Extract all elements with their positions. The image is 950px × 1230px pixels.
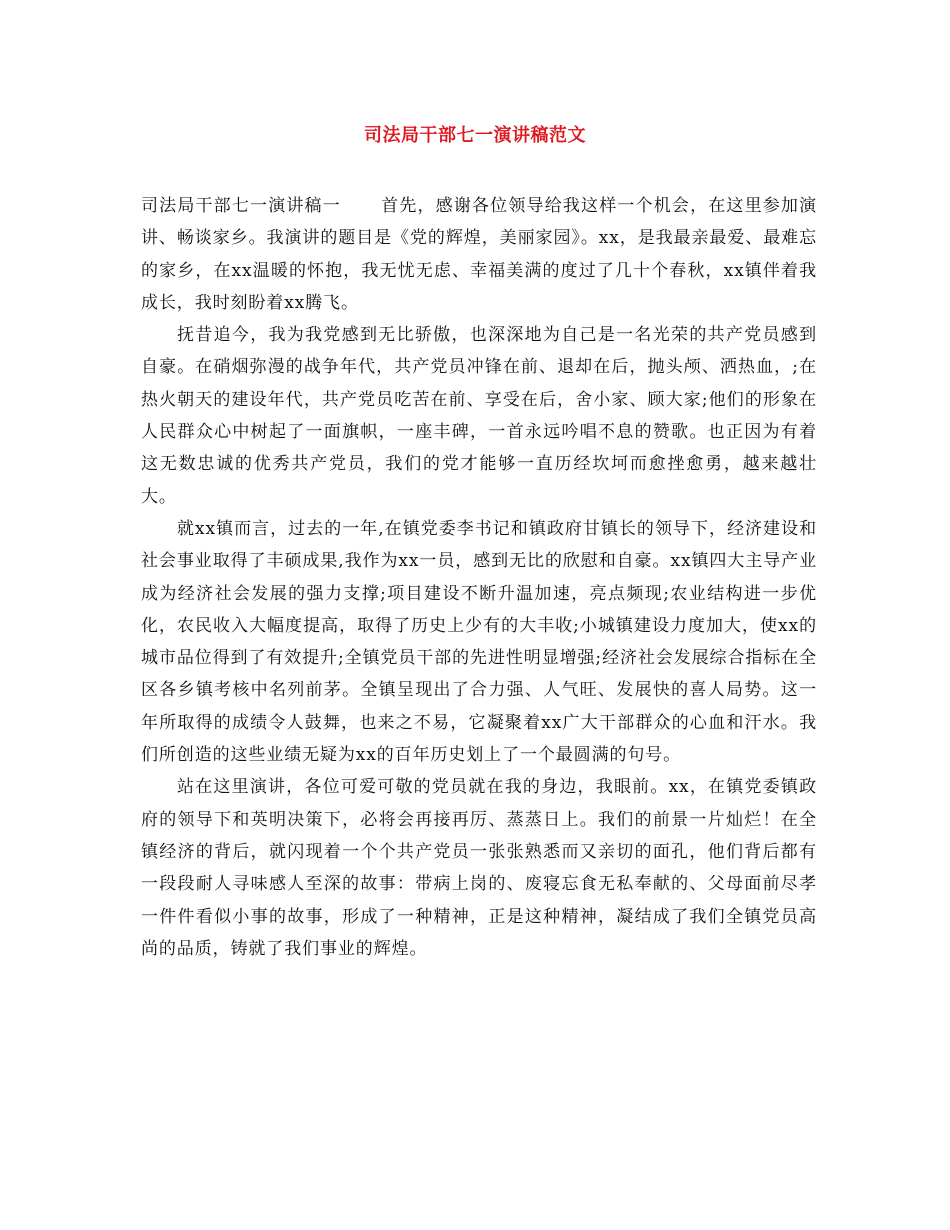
document-body <box>141 190 817 965</box>
paragraph-4: 站在这里演讲，各位可爱可敬的党员就在我的身边，我眼前。xx，在镇党委镇政府的领导下和英明决策下，必将会再接再厉、蒸蒸日上。我们的前景一片灿烂！在全镇经济的背后，就闪现着一个个共产党员一张张熟悉而又亲切的面孔，他们背后都有一段段耐人寻味感人至深的故事：带病上岗的、废寝忘食无私奉献的、父母面前尽孝一件件看似小事的故事，形成了一种精神，正是这种精神，凝结成了我们全镇党员高尚的品质，铸就了我们事业的辉煌。 <box>141 777 817 959</box>
paragraph-2: 抚昔追今，我为我党感到无比骄傲，也深深地为自己是一名光荣的共产党员感到自豪。在硝烟弥漫的战争年代，共产党员冲锋在前、退却在后，抛头颅、洒热血，;在热火朝天的建设年代，共产党员吃苦在前、享受在后，舍小家、顾大家;他们的形象在人民群众心中树起了一面旗帜，一座丰碑，一首永远吟唱不息的赞歌。也正因为有着这无数忠诚的优秀共产党员，我们的党才能够一直历经坎坷而愈挫愈勇，越来越壮大。 <box>141 325 817 507</box>
paragraph-1-text: 首先，感谢各位领导给我这样一个机会，在这里参加演讲、畅谈家乡。我演讲的题目是《党的辉煌，美丽家园》。xx，是我最亲最爱、最难忘的家乡，在xx温暖的怀抱，我无忧无虑、幸福美满的度过了几十个春秋，xx镇伴着我成长，我时刻盼着xx腾飞。 <box>141 196 817 313</box>
document-title: 司法局干部七一演讲稿范文 <box>364 125 586 146</box>
paragraph-1 <box>141 190 817 319</box>
paragraph-3: 就xx镇而言，过去的一年,在镇党委李书记和镇政府甘镇长的领导下，经济建设和社会事业取得了丰硕成果,我作为xx一员，感到无比的欣慰和自豪。xx镇四大主导产业成为经济社会发展的强力支撑;项目建设不断升温加速，亮点频现;农业结构进一步优化，农民收入大幅度提高，取得了历史上少有的大丰收;小城镇建设力度加大，使xx的城市品位得到了有效提升;全镇党员干部的先进性明显增强;经济社会发展综合指标在全区各乡镇考核中名列前茅。全镇呈现出了合力强、人气旺、发展快的喜人局势。这一年所取得的成绩令人鼓舞，也来之不易，它凝聚着xx广大干部群众的心血和汗水。我们所创造的这些业绩无疑为xx的百年历史划上了一个最圆满的句号。 <box>141 518 817 766</box>
lead-label: 司法局干部七一演讲稿一 <box>141 196 341 216</box>
